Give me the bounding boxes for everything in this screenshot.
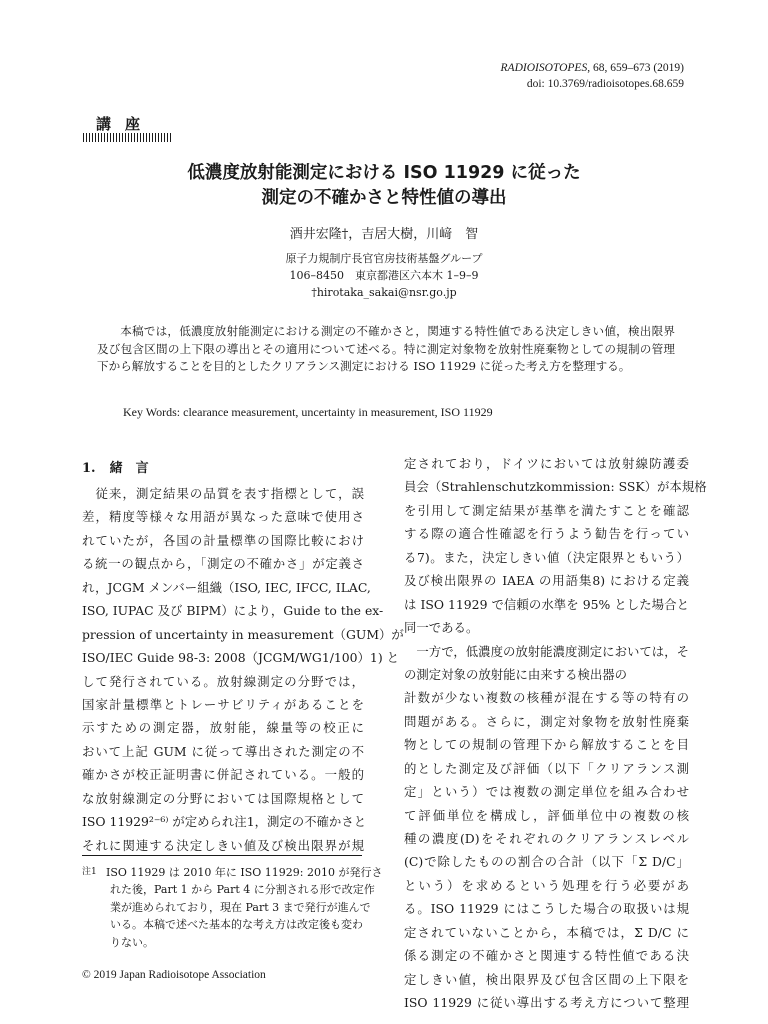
body-text-line: る7)。また，決定しきい値（決定限界ともいう） [404,549,689,565]
footnote-line [82,881,375,898]
body-text-line: 差，精度等様々な用語が異なった意味で使用さ [82,509,364,525]
body-text-line: 確かさが校正証明書に併記されている。一般的 [82,767,364,783]
body-text-line: 係る測定の不確かさと関連する特性値である決 [404,948,689,964]
footnote-line [82,916,364,933]
body-text-line: 一方で，低濃度の放射能濃度測定においては，その測定対象の放射能に由来する検出器の [404,643,689,682]
body-text-line: 問題がある。さらに，測定対象物を放射性廃棄 [404,713,689,729]
journal-name: RADIOISOTOPES [500,62,588,74]
body-text-line: れていたが，各国の計量標準の国際比較におけ [82,532,364,548]
footnote-divider [82,855,362,856]
body-text-line: ISO 11929 に従い導出する考え方について整理 [404,995,689,1011]
body-text-line: な放射線測定の分野においては国際規格として [82,790,364,806]
body-text-line: 定されており，ドイツにおいては放射線防護委 [404,456,689,471]
body-column-right [404,452,707,1015]
journal-doi: doi: 10.3769/radioisotopes.68.659 [526,78,684,90]
body-text-line: それに関連する決定しきい値及び検出限界が規 [82,837,364,853]
section-number: 1. [82,461,96,476]
author-list: 酒井宏隆†，吉居大樹，川﨑 智 [289,227,479,242]
body-text-line: は ISO 11929 で信頼の水準を 95% とした場合と [404,596,689,612]
body-text-line: 及び検出限界の IAEA の用語集8) における定義 [404,573,689,589]
body-text-line: 定」という）では複数の測定単位を組み合わせ [404,784,689,800]
body-text-line: 物としての規制の管理下から解放することを目 [404,737,689,753]
body-text-line: 従来，測定結果の品質を表す指標として，誤 [82,486,364,501]
body-text-line: ISO/IEC Guide 98-3: 2008（JCGM/WG1/100）1) と [82,650,399,666]
footnote-text: 業が進められており，現在 Part 3 まで発行が進んで [110,900,371,914]
body-text-line: を引用して測定結果が基準を満たすことを確認 [404,502,689,518]
body-text-line: pression of uncertainty in measurement（GUM）が [82,626,404,642]
footnote-line [82,934,364,951]
footnote-text: ISO 11929 は 2010 年に ISO 11929: 2010 が発行さ [106,866,383,879]
body-text-line: 的とした測定及び評価（以下「クリアランス測 [404,760,689,776]
footnote [82,864,383,951]
footnote-text: りない。 [110,935,154,949]
keywords: Key Words: clearance measurement, uncertainty in measurement, ISO 11929 [123,405,493,419]
body-text-line: する際の適合性確認を行うよう勧告を行ってい [404,526,689,542]
body-text-line: る統一の観点から，「測定の不確かさ」が定義さ [82,556,364,572]
body-text-line: る。ISO 11929 にはこうした場合の取扱いは規 [404,901,689,917]
body-text-line: 同一である。 [404,620,479,636]
footnote-line [82,899,371,916]
body-text-line: 種の濃度(D)をそれぞれのクリアランスレベル [404,831,689,847]
body-text-line: して発行されている。放射線測定の分野では， [82,673,364,689]
body-text-line: 国家計量標準とトレーサビリティがあることを [82,696,364,712]
body-text-line: 定しきい値，検出限界及び包含区間の上下限を [404,971,689,987]
article-title [0,161,768,211]
section-category-label: 講座 [96,115,155,133]
body-text-line: れ，JCGM メンバー組織（ISO, IEC, IFCC, ILAC, [82,579,371,595]
body-text-line: ISO 11929²⁻⁶⁾ が定められ注1，測定の不確かさと [82,814,367,830]
footnote-text: れた後，Part 1 から Part 4 に分割される形で改定作 [110,883,375,897]
affiliation [0,250,768,301]
footnote-line [82,864,383,881]
article-title-line-2: 測定の不確かさと特性値の導出 [261,188,507,208]
body-text-line: 示すための測定器，放射能，線量等の校正に [82,720,364,736]
affiliation-address: 106–8450 東京都港区六本木 1–9–9 [289,269,479,282]
body-text-line: おいて上記 GUM に従って導出された測定の不 [82,743,364,759]
body-text-line: 員会（Strahlenschutzkommission: SSK）が本規格 [404,479,707,495]
journal-volume-pages: , 68, 659–673 (2019) [587,62,684,74]
copyright-notice: © 2019 Japan Radioisotope Association [82,969,266,981]
body-text-line: ISO, IUPAC 及び BIPM）により，Guide to the ex- [82,603,384,619]
body-text-line: て評価単位を構成し，評価単位中の複数の核 [404,807,689,823]
affiliation-email: †hirotaka_sakai@nsr.go.jp [311,286,457,299]
body-text-line: 計数が少ない複数の核種が混在する等の特有の [404,690,689,706]
body-text-line: という）を求めるという処理を行う必要があ [404,877,689,893]
body-text-line: (C)で除したものの割合の合計（以下「Σ D/C」 [404,854,689,870]
affiliation-org: 原子力規制庁長官官房技術基盤グループ [285,252,483,265]
article-title-line-1: 低濃度放射能測定における ISO 11929 に従った [187,163,581,183]
section-heading-introduction [82,457,149,476]
journal-citation [501,60,684,92]
section-title: 緒 言 [109,461,149,476]
body-text-line: 定されていないことから，本稿では，Σ D/C に [404,924,689,940]
abstract: 本稿では，低濃度放射能測定における測定の不確かさと，関連する特性値である決定しきい値，検出限界及び包含区間の上下限の導出とその適用について述べる。特に測定対象物を放射性廃棄物としての規制の管理下から解放することを目的としたクリアランス測定における ISO 11929 に従った考え方を整理する。 [97,324,675,373]
footnote-text: いる。本稿で述べた基本的な考え方は改定後も変わ [110,918,363,932]
section-rule-decoration [83,133,171,142]
footnote-mark: 注1 [82,867,97,877]
body-column-left [82,482,404,857]
